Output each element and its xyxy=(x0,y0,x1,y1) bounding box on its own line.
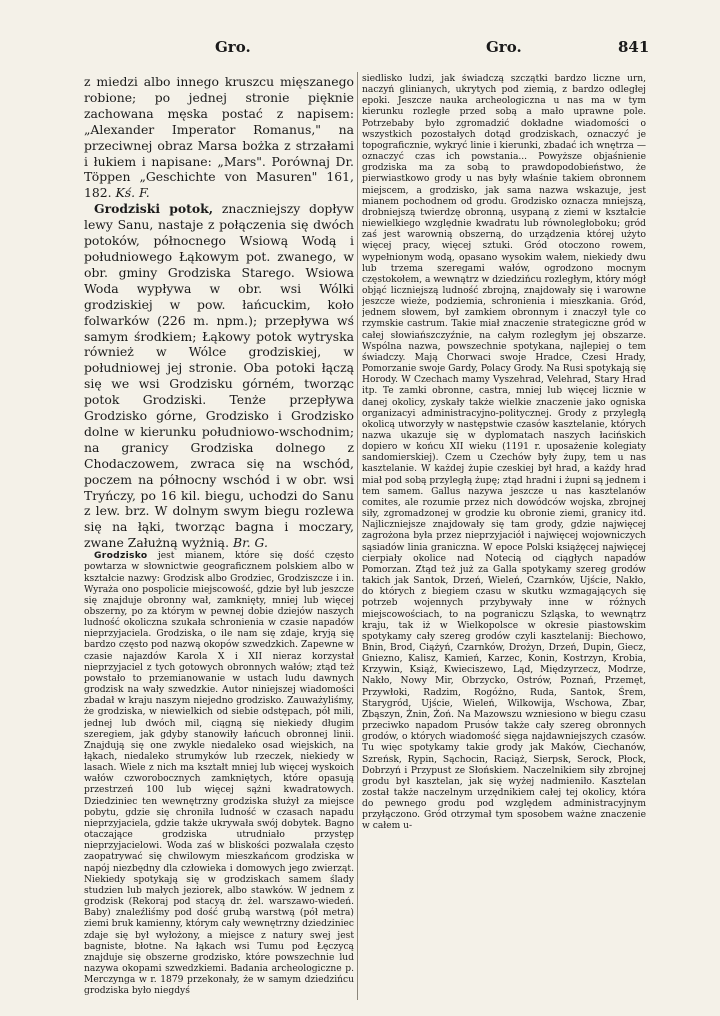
column-divider xyxy=(357,72,358,1000)
continuation-text: z miedzi albo innego kruszcu mięszanego robione; po jednej stronie pięknie zachowana męska postać z napisem: „Alexander Imperator Romanus," na przeciwnej obraz Marsa bożka z strzałami i łukiem i napisane: „Mars". Porównaj Dr. Töppen „Geschichte von Masuren" 161, 182. xyxy=(84,74,354,201)
entry-heading: Grodzisko xyxy=(94,551,148,562)
running-head-right: Gro. xyxy=(486,38,522,56)
page-header xyxy=(0,38,720,62)
right-column xyxy=(362,74,646,999)
entry-grodzisko xyxy=(84,551,354,997)
running-head-left: Gro. xyxy=(215,38,251,56)
entry-body: znaczniejszy dopływ lewy Sanu, nastaje z połączenia się dwóch potoków, północnego Wsiową Wodą i południowego Łąkowym pot. zwanego, w obr. gminy Grodziska Starego. Wsiowa Woda wypływa w obr. wsi Wólki grodziskiej w pow. łańcuckim, koło folwarków (226 m. npm.); przepływa wś samym środkiem; Łąkowy potok wytryska również w Wólce grodziskiej, w południowej jej stronie. Oba potoki łączą się we wsi Grodzisku górném, tworząc potok Grodziski. Tenże przepływa Grodzisko górne, Grodzisko i Grodzisko dolne w kierunku południowo-wschodnim; na granicy Grodziska dolnego z Chodaczowem, zwraca się na wschód, poczem na północny wschód i w obr. wsi Tryńczy, po 16 kil. biegu, uchodzi do Sanu z lew. brz. W dolnym swym biegu rozlewa się na łąki, tworząc bagna i moczary, zwane Załużną wyżnią. xyxy=(84,201,354,551)
entry-body: jest mianem, które się dość często powtarza w słownictwie geograficznem polskiem albo w kształcie nazwy: Grodzisk albo Grodziec, Grodziszcze i in. Wyraża ono pospolicie miejscowość, gdzie był lub jeszcze się znajduje obronny wał, zamknięty, mniej lub więcej obszerny, po za którym w pewnej dobie dziejów naszych ludność okoliczna szukała schronienia w czasie napadów nieprzyjaciela. Grodziska, o ile nam się zdaje, kryją się bardzo często pod nazwą okopów szwedzkich. Zapewne w czasie najazdów Karola X i XII nieraz korzystał nieprzyjaciel z tych gotowych obronnych wałów; ztąd też powstało to przemianowanie w ustach ludu dawnych grodzisk na wały szwedzkie. Autor niniejszej wiadomości zbadał w kraju naszym niejedno grodzisko. Zauważyliśmy, że grodziska, w niewielkich od siebie odstępach, pół mili, jednej lub dwóch mil, ciągną się niekiedy długim szeregiem, jak gdyby stanowiły łańcuch obronnej linii. Znajdują się one zwykle niedaleko osad wiejskich, na łąkach, niedaleko strumyków lub rzeczek, niekiedy w lasach. Wiele z nich ma kształt mniej lub więcej wyskoich wałów czworobocznych zamkniętych, które opasują przestrzeń 100 lub więcej sążni kwadratowych. Dziedziniec ten wewnętrzny grodziska służył za miejsce pobytu, gdzie się chroniła ludność w czasach napadu nieprzyjaciela, gdzie także ukrywała swój dobytek. Bagno otaczające grodziska utrudniało przystęp nieprzyjacielowi. Woda zaś w bliskości pozwalała często zaopatrywać się chwilowym mieszkańcom grodziska w napój niezbędny dla człowieka i domowych jego zwierząt. Niekiedy spotykają się w grodziskach samem ślady studzien lub małych jeziorek, albo stawków. W jednem z grodzisk (Rekoraj pod stacyą dr. żel. warszawo-wiedeń. Baby) znaleźliśmy pod dość grubą warstwą (pół metra) ziemi bruk kamienny, którym cały wewnętrzny dziedziniec zdaje się był wyłożony, a miejsce z natury swej jest bagniste, błotne. Na łąkach wsi Tumu pod Łęczycą znajduje się obszerne grodzisko, które powszechnie lud nazywa okopami szwedzkiemi. Badania archeologiczne p. Merczynga w r. 1879 przekonały, że w samym dziedzińcu grodziska było niegdyś xyxy=(84,551,354,997)
left-column xyxy=(84,74,354,999)
entry-grodzisko-continued: siedlisko ludzi, jak świadczą szczątki bardzo liczne urn, naczyń glinianych, ukrytych pod ziemią, z bardzo odległej epoki. Jeszcze nauka archeologiczna u nas ma w tym kierunku rozległe przed sobą a mało uprawne pole. Potrzebaby było zgromadzić dokładne wiadomości o wszystkich pozostałych dotąd grodziskach, oznaczyć je topograficznie, wykryć linie i kierunki, zbadać ich wnętrza — oznaczyć czas ich powstania... Powyższe objaśnienie grodziska ma za sobą to prawdopodobieństwo, że pierwiastkowo grody u nas były właśnie takiem obronnem miejscem, a grodzisko, jak sama nazwa wskazuje, jest mianem pochodnem od grodu. Grodzisko oznacza mniejszą, drobniejszą twierdzę obronną, usypaną z ziemi w kształcie niewielkiego względnie kwadratu lub równoległoboku; gród zaś jest warownią obszerną, do urządzenia której użyto więcej pracy, więcej sztuki. Gród otoczono rowem, wypełnionym wodą, opasano wysokim wałem, niekiedy dwu lub trzema szeregami wałów, ogrodzono mocnym częstokołem, a wewnątrz w dziedzińcu rozległym, który mógł objąć liczniejszą ludność zbrojną, znajdowały się i warowne jeszcze wieże, podziemia, schronienia i mieszkania. Gród, jednem słowem, był zamkiem obronnym i znaczył tyle co rzymskie castrum. Takie miał znaczenie strategiczne gród w całej słowiańszczyźnie, na całym rozległym jej obszarze. Wspólna nazwa, powszechnie spotykana, najlepiej o tem świadczy. Mają Chorwaci swoje Hradce, Czesi Hrady, Pomorzanie swoje Gardy, Polacy Grody. Na Rusi spotykają się Horody. W Czechach mamy Vyszehrad, Velehrad, Stary Hrad itp. Te zamki obronne, castra, mniej lub więcej licznie w danej okolicy, zyskały także wielkie znaczenie jako ogniska organizacyi administracyjno-politycznej. Grody z przyległą okolicą utworzyły w następstwie czasów kasztelanie, których nazwa ukazuje się w dyplomatach naszych łacińskich dopiero w końcu XII wieku (1191 r. uposażenie kolegiaty sandomierskiej). Czem u Czechów były żupy, tem u nas kasztelanie. W każdej żupie czeskiej był hrad, a każdy hrad miał pod sobą przyległą żupę; ztąd hradni i żupni są jednem i tem samem. Gallus nazywa jeszcze u nas kasztelanów comites, ale rozumie przez nich dowódców wojska, zbrojnej siły, zgromadzonej w grodzie ku obronie ziemi, granicy itd. Najliczniejsze znajdowały się tam grody, gdzie najwięcej zagrożona była przez nieprzyjaciół i najwięcej wojowniczych sąsiadów linia graniczna. W epoce Polski książęcej najwięcej cierpiały okolice nad Notecią od ciągłych napadów Pomorzan. Ztąd też już za Galla spotykamy szereg grodów takich jak Santok, Drzeń, Wieleń, Czarnków, Ujście, Nakło, do których z biegiem czasu w skutku wzmagających się potrzeb wojennych przybywały inne w różnych miejscowościach, to na pograniczu Szląska, to wewnątrz kraju, tak iż w Wielkopolsce w okresie piastowskim spotykamy cały szereg grodów czyli kasztelanij: Biechowo, Bnin, Brod, Ciążyń, Czarnków, Drożyn, Drzeń, Dupin, Giecz, Gniezno, Kalisz, Kamień, Karzec, Konin, Kostrzyn, Krobia, Krzywin, Książ, Kwieciszewo, Ląd, Międzyrzecz, Modrze, Nakło, Nowy Mir, Obrzycko, Ostrów, Poznań, Przemęt, Przywłoki, Radzim, Rogóżno, Ruda, Santok, Śrem, Starygród, Ujście, Wieleń, Wilkowija, Wschowa, Zbar, Zbąszyn, Żnin, Żoń. Na Mazowszu wzniesiono w biegu czasu przeciwko napadom Prusów także cały szereg obronnych grodów, o których wiadomość sięga najdawniejszych czasów. Tu więc spotykamy takie grody jak Maków, Ciechanów, Szreńsk, Rypin, Sąchocin, Raciąż, Sierpsk, Serock, Płock, Dobrzyń i Przypust ze Słońskiem. Naczelnikiem siły zbrojnej grodu był kasztelan, jak się wyżej nadmieniło. Kasztelan został także naczelnym urzędnikiem całej tej okolicy, która do pewnego grodu pod względem administracyjnym przyłączono. Gród otrzymał tym sposobem ważne znaczenie w całem u- xyxy=(362,74,646,832)
entry-continuation xyxy=(84,74,354,201)
page-number: 841 xyxy=(618,38,650,56)
entry-grodziski-potok xyxy=(84,201,354,551)
author-signature: Kś. F. xyxy=(115,185,150,201)
author-signature: Br. G. xyxy=(232,535,268,551)
entry-heading: Grodziski potok, xyxy=(94,201,214,217)
